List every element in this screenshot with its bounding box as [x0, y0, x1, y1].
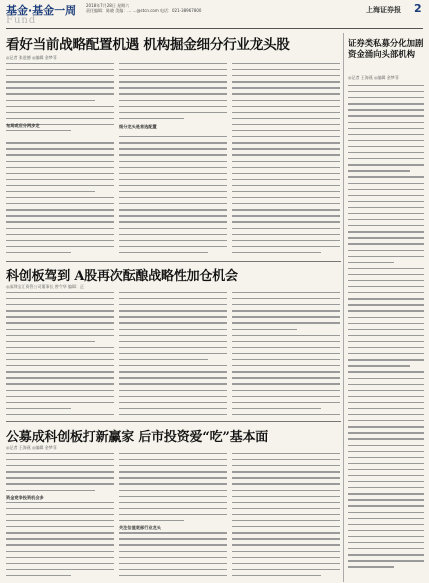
article3-body-col3	[232, 453, 340, 581]
article3-body-col2	[119, 453, 227, 581]
article-body-col3	[232, 63, 340, 259]
newspaper-brand: 上海证券报	[366, 5, 401, 14]
headline-star-market: 科创板驾到 A股再次酝酿战略性加仓机会	[6, 269, 238, 284]
subhead-two-step: 布局或应分两步走	[6, 123, 40, 128]
headline-strategy: 看好当前战略配置机遇 机构掘金细分行业龙头股	[6, 37, 290, 53]
fund-watermark: Fund	[6, 15, 37, 26]
headline-public-fund: 公募成科创板打新赢家 后市投资爱“吃”基本面	[6, 430, 269, 445]
article2-body-col3	[232, 292, 340, 420]
headline-private-fund: 证券类私募分化加剧 资金涌向头部机构	[348, 38, 424, 59]
subhead-competition: 资金竞争投资机会多	[6, 495, 44, 500]
masthead-rule	[6, 28, 423, 29]
byline-star-market: ◎深圳宝汇资管公司董事长 曾令华 编辑：正	[6, 284, 85, 289]
article-body-col1	[6, 63, 114, 259]
subhead-valuation: 关注估值底部行业龙头	[119, 525, 161, 530]
article2-body-col1	[6, 292, 114, 420]
byline-private-fund: ◎记者 王海燕 ◎编辑 金梦菲	[348, 75, 399, 80]
page-number: 2	[414, 2, 422, 15]
column-divider	[343, 33, 344, 582]
editor-line: 责任编辑：陈晓 美编：… …@stcn.com 电话：021-38967800	[86, 8, 202, 13]
article3-body-col1	[6, 453, 114, 581]
subhead-leaders: 细分龙头是首选配置	[119, 124, 157, 129]
article2-body-col2	[119, 292, 227, 420]
masthead	[6, 2, 423, 28]
article-body-right	[348, 85, 424, 579]
divider-1	[6, 261, 341, 262]
article-body-col2	[119, 63, 227, 259]
byline-public-fund: ◎记者 王海燕 ◎编辑 金梦菲	[6, 445, 57, 450]
date-line: 2018年7月28日 星期六	[86, 3, 130, 8]
byline-strategy: ◎记者 张进德 ◎编辑 金梦菲	[6, 55, 57, 60]
divider-2	[6, 421, 341, 422]
section-title: 基金·基金一周	[6, 4, 77, 17]
date-info	[86, 3, 201, 13]
